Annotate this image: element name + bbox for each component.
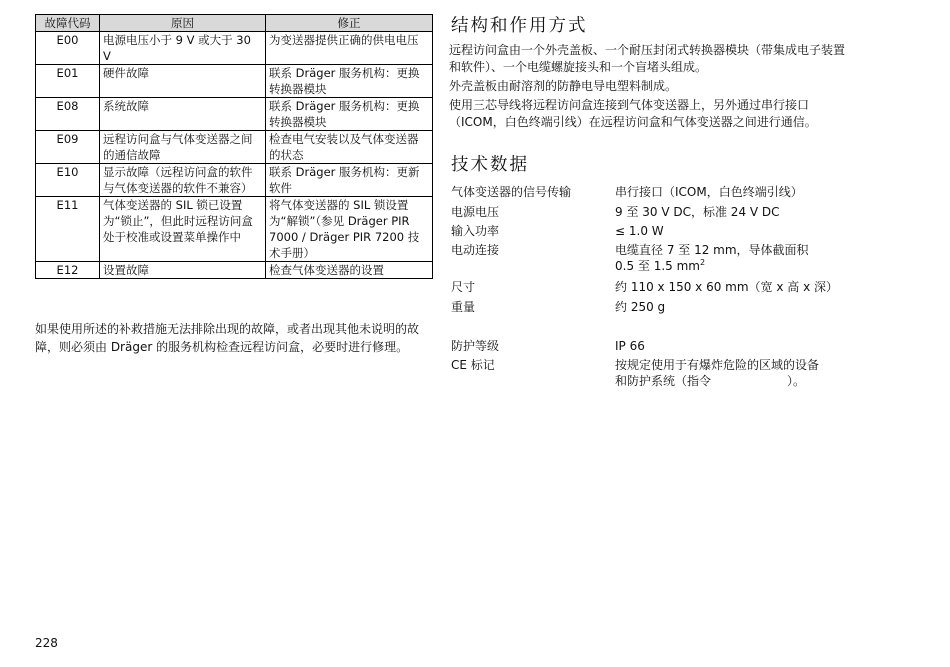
fault-fix: 联系 Dräger 服务机构：更换转换器模块 bbox=[266, 98, 433, 131]
fault-code: E11 bbox=[36, 197, 100, 262]
fault-fix: 联系 Dräger 服务机构：更新软件 bbox=[266, 164, 433, 197]
spec-label: 防护等级 bbox=[451, 339, 500, 353]
structure-paragraph-material: 外壳盖板由耐溶剂的防静电导电塑料制成。 bbox=[449, 79, 678, 93]
fault-fix: 检查电气安装以及气体变送器的状态 bbox=[266, 131, 433, 164]
fault-fix: 联系 Dräger 服务机构：更换转换器模块 bbox=[266, 65, 433, 98]
spec-value-line: 和防护系统（指令 bbox=[615, 374, 712, 388]
spec-value bbox=[615, 242, 847, 274]
fault-code: E12 bbox=[36, 262, 100, 279]
header-fix: 修正 bbox=[266, 15, 433, 32]
spec-label: 重量 bbox=[451, 300, 476, 314]
table-row bbox=[36, 131, 433, 164]
spec-label: 气体变送器的信号传输 bbox=[451, 185, 572, 199]
spec-label: 电动连接 bbox=[451, 243, 500, 257]
spec-value: 9 至 30 V DC，标准 24 V DC bbox=[615, 205, 780, 219]
fault-cause: 远程访问盒与气体变送器之间的通信故障 bbox=[100, 131, 266, 164]
table-row bbox=[36, 32, 433, 65]
fault-cause: 系统故障 bbox=[100, 98, 266, 131]
fault-cause: 气体变送器的 SIL 锁已设置为“锁止”，但此时远程访问盒处于校准或设置菜单操作中 bbox=[100, 197, 266, 262]
table-row bbox=[36, 164, 433, 197]
spec-label: 输入功率 bbox=[451, 224, 500, 238]
structure-heading: 结构和作用方式 bbox=[451, 16, 588, 36]
fault-code: E00 bbox=[36, 32, 100, 65]
spec-value: 串行接口（ICOM，白色终端引线） bbox=[615, 185, 803, 199]
fault-cause: 设置故障 bbox=[100, 262, 266, 279]
spec-value: 约 250 g bbox=[615, 300, 666, 314]
fault-fix: 检查气体变送器的设置 bbox=[266, 262, 433, 279]
spec-value: 约 110 x 150 x 60 mm（宽 x 高 x 深） bbox=[615, 280, 839, 294]
spec-label: 尺寸 bbox=[451, 280, 476, 294]
table-header-row bbox=[36, 15, 433, 32]
fault-code: E01 bbox=[36, 65, 100, 98]
spec-value: ≤ 1.0 W bbox=[615, 224, 664, 238]
table-row bbox=[36, 65, 433, 98]
fault-code: E08 bbox=[36, 98, 100, 131]
spec-label: 电源电压 bbox=[451, 205, 500, 219]
spec-value: IP 66 bbox=[615, 339, 645, 353]
fault-fix: 将气体变送器的 SIL 锁设置为“解锁”（参见 Dräger PIR 7000 / Dräger PIR 7200 技术手册） bbox=[266, 197, 433, 262]
structure-paragraph-components: 远程访问盒由一个外壳盖板、一个耐压封闭式转换器模块（带集成电子装置和软件）、一个电缆螺旋接头和一个盲堵头组成。 bbox=[449, 43, 846, 74]
spec-value-line: 0.5 至 1.5 mm bbox=[615, 259, 700, 273]
fault-cause: 显示故障（远程访问盒的软件与气体变送器的软件不兼容） bbox=[100, 164, 266, 197]
spec-value-line: 按规定使用于有爆炸危险的区域的设备 bbox=[615, 358, 820, 372]
page-number: 228 bbox=[35, 636, 58, 650]
table-row bbox=[36, 262, 433, 279]
fault-code: E09 bbox=[36, 131, 100, 164]
table-row bbox=[36, 98, 433, 131]
header-fault-code: 故障代码 bbox=[36, 15, 100, 32]
tech-data-heading: 技术数据 bbox=[451, 155, 529, 175]
fault-fix: 为变送器提供正确的供电电压 bbox=[266, 32, 433, 65]
spec-label: CE 标记 bbox=[451, 358, 495, 372]
spec-value bbox=[615, 357, 847, 389]
table-row bbox=[36, 197, 433, 262]
fault-code-table bbox=[35, 14, 433, 279]
superscript: 2 bbox=[700, 258, 706, 267]
fault-cause: 电源电压小于 9 V 或大于 30 V bbox=[100, 32, 266, 65]
structure-paragraph-connection: 使用三芯导线将远程访问盒连接到气体变送器上，另外通过串行接口（ICOM，白色终端引线）在远程访问盒和气体变送器之间进行通信。 bbox=[449, 98, 817, 129]
fault-cause: 硬件故障 bbox=[100, 65, 266, 98]
service-note: 如果使用所述的补救措施无法排除出现的故障，或者出现其他未说明的故障，则必须由 Dräger 的服务机构检查远程访问盒，必要时进行修理。 bbox=[35, 322, 420, 354]
spec-value-line: 电缆直径 7 至 12 mm，导体截面积 bbox=[615, 243, 809, 257]
spec-value-line: ）。 bbox=[787, 374, 806, 388]
fault-code: E10 bbox=[36, 164, 100, 197]
header-cause: 原因 bbox=[100, 15, 266, 32]
